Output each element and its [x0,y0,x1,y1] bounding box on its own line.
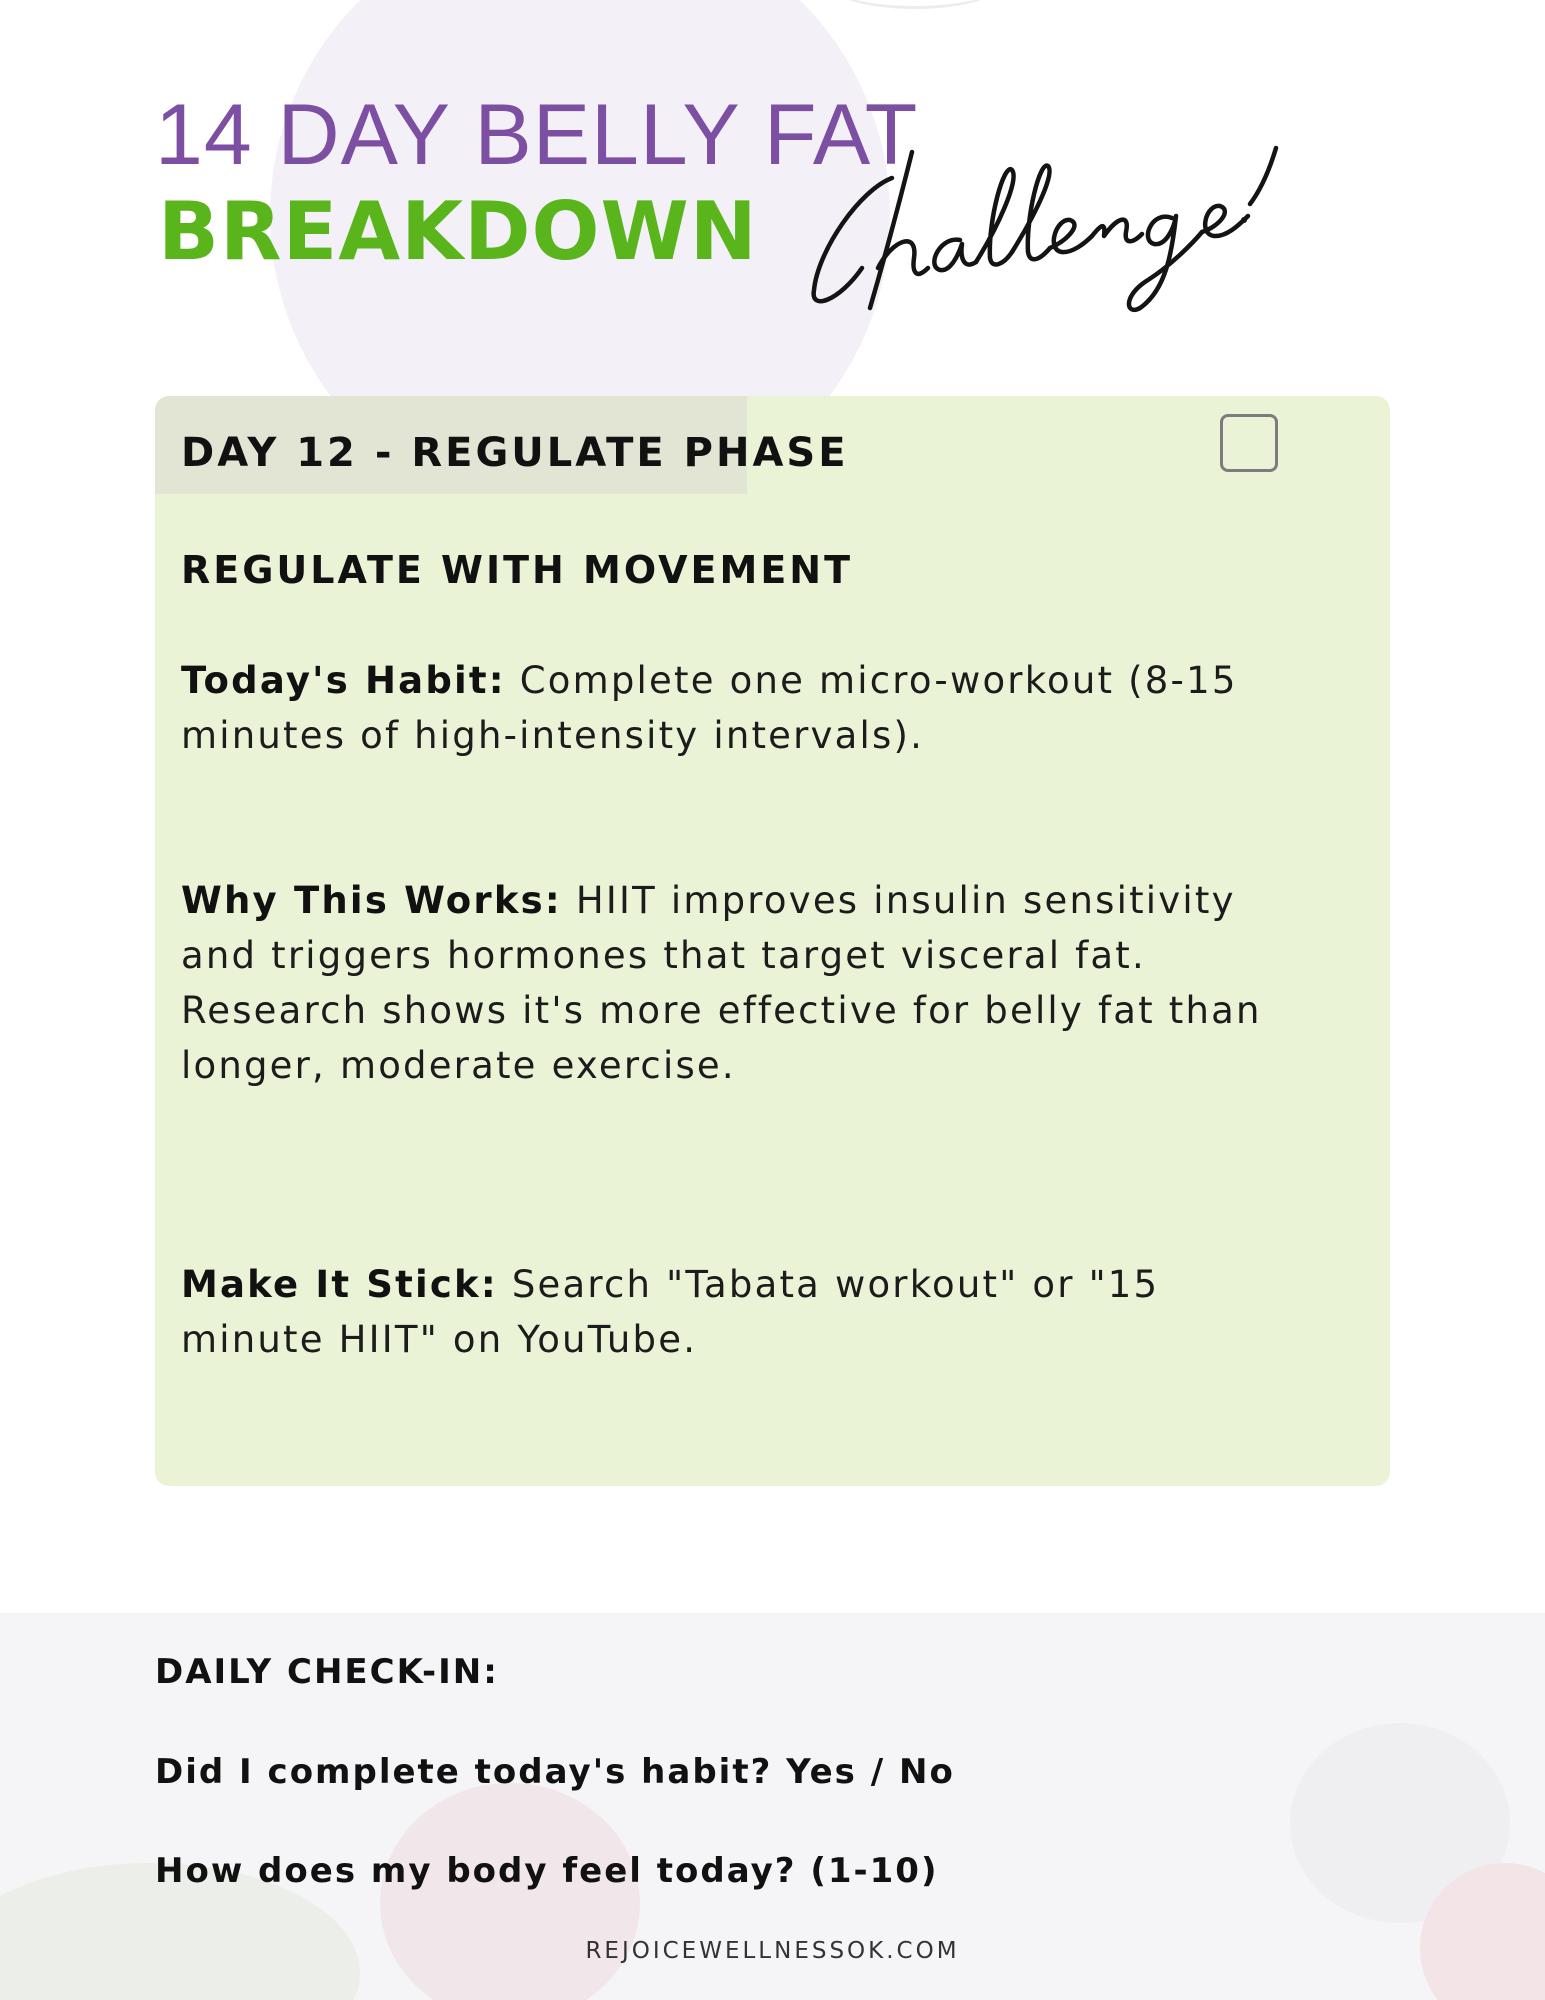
section-title: REGULATE WITH MOVEMENT [181,548,854,592]
make-it-stick-paragraph [181,1257,1301,1367]
checkin-question-body-feel: How does my body feel today? (1-10) [155,1851,939,1891]
checkin-question-habit: Did I complete today's habit? Yes / No [155,1752,955,1792]
title-line-1: 14 DAY BELLY FAT [155,87,919,183]
website-url: REJOICEWELLNESSOK.COM [585,1938,960,1964]
day-title: DAY 12 - REGULATE PHASE [181,430,849,476]
todays-habit-label: Today's Habit: [181,659,506,702]
why-this-works-paragraph [181,873,1301,1093]
make-it-stick-text: Search "Tabata workout" or "15 minute HIIT" on YouTube. [181,1263,1160,1361]
day-complete-checkbox[interactable] [1220,414,1278,472]
title-line-2: BREAKDOWN [158,185,758,278]
why-this-works-label: Why This Works: [181,879,562,922]
decorative-arc [830,0,1000,9]
decorative-food-blur [380,1783,640,2000]
todays-habit-paragraph [181,653,1301,763]
daily-checkin-title: DAILY CHECK-IN: [155,1652,499,1692]
challenge-script-logo [800,140,1400,320]
todays-habit-text: Complete one micro-workout (8-15 minutes of high-intensity intervals). [181,659,1238,757]
why-this-works-text: HIIT improves insulin sensitivity and triggers hormones that target visceral fat. Research shows it's more effective for belly fat than longer, moderate exercise. [181,879,1262,1087]
make-it-stick-label: Make It Stick: [181,1263,498,1306]
